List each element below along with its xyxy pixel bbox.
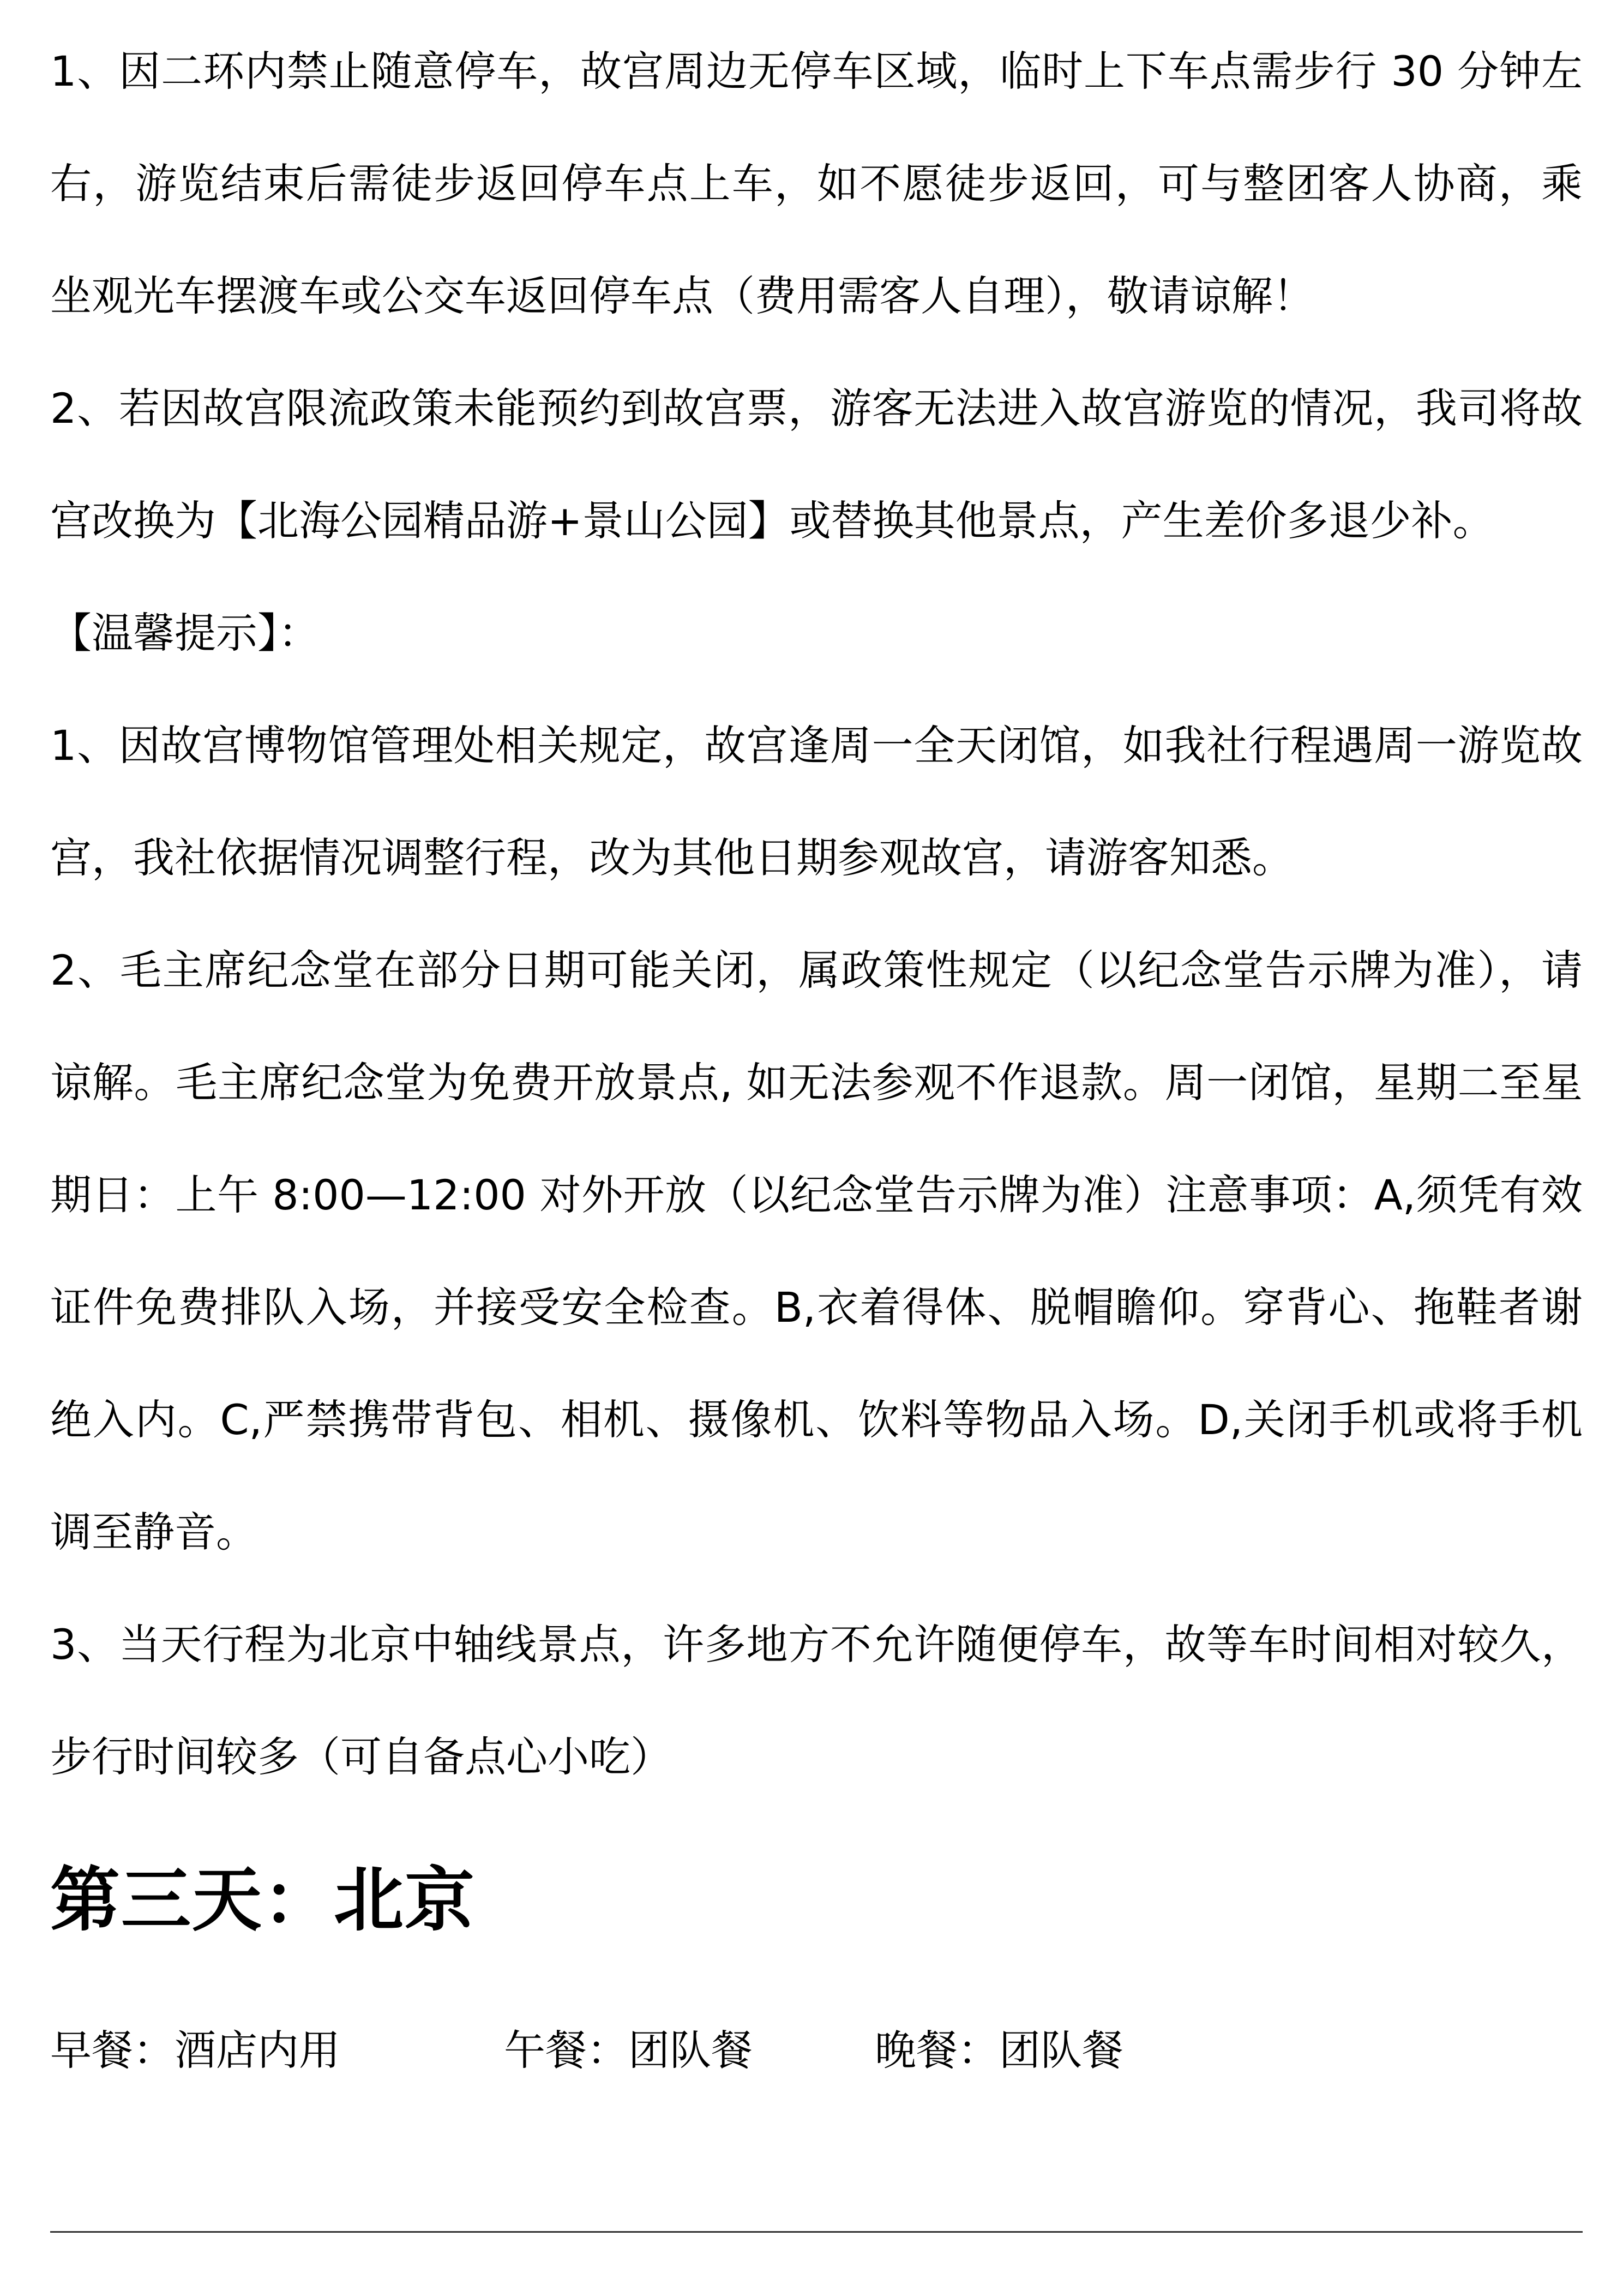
tip-memorial-hall: 2、毛主席纪念堂在部分日期可能关闭，属政策性规定（以纪念堂告示牌为准），请谅解。毛主席纪念堂为免费开放景点, 如无法参观不作退款。周一闭馆，星期二至星期日：上午 8:00—12:00 对外开放（以纪念堂告示牌为准）注意事项：A,须凭有效证件免费排队入场，并接受安全检查。B,衣着得体、脱帽瞻仰。穿背心、拖鞋者谢绝入内。C,严禁携带背包、相机、摄像机、饮料等物品入场。D,关闭手机或将手机调至静音。 [50, 946, 1583, 1556]
tips-heading: 【温馨提示】： [50, 609, 320, 657]
meal-breakfast: 早餐：酒店内用 [50, 2026, 340, 2075]
day-three-title: 第三天：北京 [50, 1860, 476, 1941]
document-page [50, 0, 1583, 2081]
tip-central-axis: 3、当天行程为北京中轴线景点，许多地方不允许随便停车，故等车时间相对较久，步行时间较多（可自备点心小吃） [50, 1620, 1583, 1781]
meal-lunch: 午餐：团队餐 [504, 2026, 753, 2075]
notice-palace-ticket: 2、若因故宫限流政策未能预约到故宫票，游客无法进入故宫游览的情况，我司将故宫改换为【北海公园精品游+景山公园】或替换其他景点，产生差价多退少补。 [50, 384, 1583, 545]
tip-palace-monday: 1、因故宫博物馆管理处相关规定，故宫逢周一全天闭馆，如我社行程遇周一游览故宫，我社依据情况调整行程，改为其他日期参观故宫，请游客知悉。 [50, 721, 1583, 882]
section-divider [50, 2231, 1583, 2233]
notice-parking: 1、因二环内禁止随意停车，故宫周边无停车区域，临时上下车点需步行 30 分钟左右，游览结束后需徒步返回停车点上车，如不愿徒步返回，可与整团客人协商，乘坐观光车摆渡车或公交车返回停车点（费用需客人自理），敬请谅解！ [50, 47, 1583, 320]
meal-dinner: 晚餐：团队餐 [875, 2026, 1123, 2075]
meals-row [50, 2021, 1583, 2081]
